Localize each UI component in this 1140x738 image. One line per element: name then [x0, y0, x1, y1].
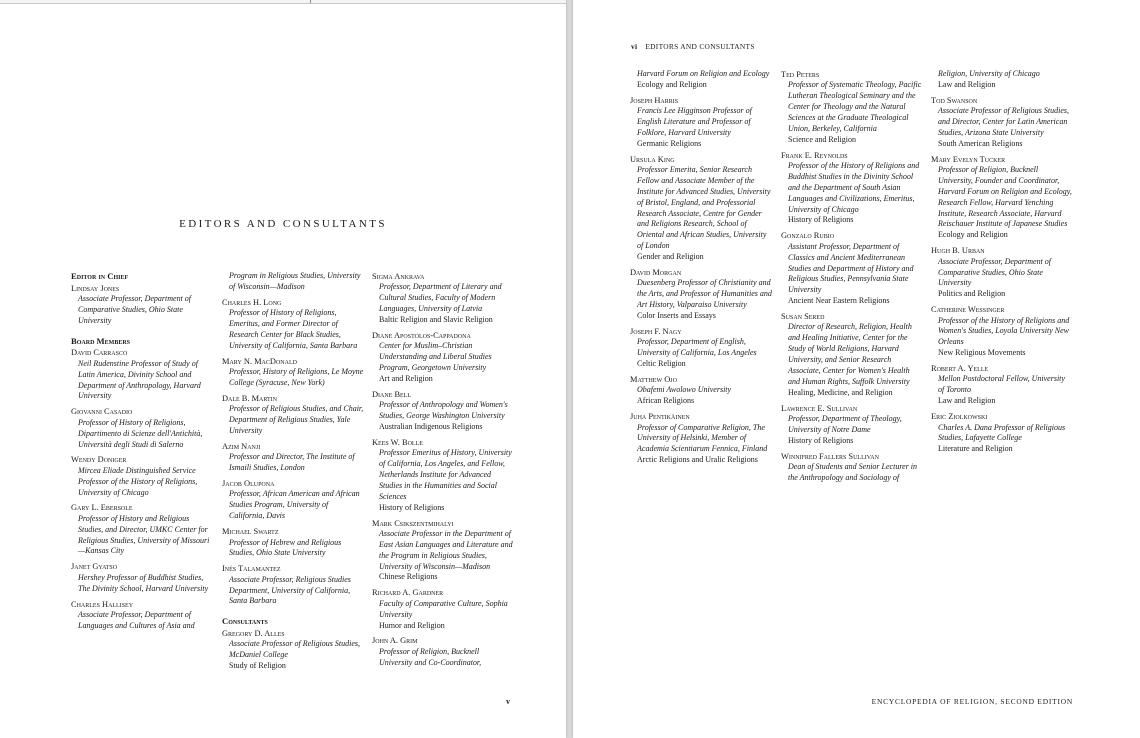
contributor-entry	[222, 297, 364, 352]
contributor-affiliation: Professor of Religion, Bucknell University and Co-Coordinator,	[379, 646, 482, 667]
contributor-entry	[71, 502, 213, 557]
contributor-name: Mary N. MacDonald	[222, 356, 297, 366]
contributor-affiliation: Associate Professor, Religious Studies Department, University of California, Santa Barbara	[229, 574, 351, 606]
contributor-entry	[71, 406, 213, 450]
contributor-affiliation: Associate Professor of Religious Studies, McDaniel College	[229, 639, 361, 660]
contributor-subject-area: Politics and Religion	[938, 289, 1006, 299]
contributor-subject-area: History of Religions	[788, 215, 854, 225]
contributor-entry	[931, 304, 1073, 359]
contributor-subject-area: Australian Indigenous Religions	[379, 422, 483, 432]
contributor-affiliation: Program in Religious Studies, University of Wisconsin—Madison	[229, 271, 361, 291]
contributor-affiliation: Professor of Comparative Religion, The University of Helsinki, Member of Academia Scientiarum Fennica, Finland	[637, 422, 768, 454]
contributor-affiliation: Professor and Director, The Institute of Ismaili Studies, London	[229, 452, 355, 473]
contributor-entry	[71, 454, 213, 498]
contributor-name: Lawrence E. Sullivan	[781, 403, 858, 413]
top-edge	[0, 0, 566, 4]
contributor-affiliation: Dean of Students and Senior Lecturer in the Anthropology and Sociology of	[788, 462, 918, 482]
contributor-entry	[931, 95, 1073, 150]
contributor-entry	[71, 283, 213, 327]
contributor-affiliation: Professor, Department of Theology, University of Notre Dame	[788, 413, 902, 434]
contributor-affiliation: Professor of the History of Religions and Women's Studies, Loyola University New Orleans	[938, 315, 1070, 347]
contributor-name: Charles H. Long	[222, 297, 282, 307]
contributor-subject-area: Color Inserts and Essays	[637, 311, 716, 321]
running-head-title: EDITORS AND CONSULTANTS	[645, 42, 755, 51]
contributor-name: Eric Ziolkowski	[931, 412, 988, 422]
contributor-entry	[222, 393, 364, 437]
contributor-subject-area: Healing, Medicine, and Religion	[788, 387, 893, 397]
contributor-name: Kees W. Bolle	[372, 437, 423, 447]
contributor-subject-area: Ancient Near Eastern Religions	[788, 296, 890, 306]
contributor-affiliation: Center for Muslim–Christian Understanding and Liberal Studies Program, Georgetown University	[379, 341, 492, 373]
left-page	[0, 0, 566, 738]
contributor-name: David Carrasco	[71, 348, 128, 358]
contributor-affiliation: Professor of Systematic Theology, Pacific Lutheran Theological Seminary and the Center for Theology and the Natural Sciences at the Graduate Theological Union, Berkeley, California	[788, 80, 922, 133]
contributor-name: Mary Evelyn Tucker	[931, 154, 1006, 164]
contributor-name: Susan Sered	[781, 312, 825, 322]
contributor-subject-area: Arctic Religions and Uralic Religions	[637, 455, 758, 465]
contributor-affiliation: Professor, African American and African Studies Program, University of California, Davis	[229, 489, 360, 521]
contributor-entry	[630, 69, 772, 91]
contributor-affiliation: Associate Professor in the Department of East Asian Languages and Literature and the Program in Religious Studies, University of Wisconsin—Madison	[379, 528, 513, 571]
contributor-name: David Morgan	[630, 267, 682, 277]
contributor-affiliation: Professor of History of Religions, Dipartimento di Scienze dell'Antichità, Università degli Studi di Salerno	[78, 417, 203, 449]
footer-title: ENCYCLOPEDIA OF RELIGION, SECOND EDITION	[871, 697, 1073, 706]
contributor-affiliation: Associate Professor, Department of Languages and Cultures of Asia and	[78, 609, 195, 630]
contributor-affiliation: Associate Professor, Department of Comparative Studies, Ohio State University	[78, 294, 192, 325]
contributor-affiliation: Professor of Religious Studies, and Chair, Department of Religious Studies, Yale University	[229, 404, 364, 436]
contributor-entry	[372, 271, 514, 326]
contributor-name: Catherine Wessinger	[931, 305, 1005, 315]
page-title: EDITORS AND CONSULTANTS	[179, 218, 387, 230]
contributor-entry	[372, 518, 514, 584]
contributor-entry	[781, 403, 923, 447]
contributor-affiliation: Francis Lee Higginson Professor of English Literature and Professor of Folklore, Harvard University	[637, 106, 752, 137]
contributor-name: Jacob Olupona	[222, 479, 275, 489]
left-column-3	[372, 271, 514, 673]
contributor-subject-area: History of Religions	[379, 502, 445, 512]
contributor-entry	[222, 563, 364, 607]
contributor-name: Matthew Ojo	[630, 374, 677, 384]
contributor-subject-area: African Religions	[637, 396, 695, 406]
contributor-entry	[630, 154, 772, 263]
contributor-name: Joseph Harris	[630, 95, 679, 105]
contributor-name: Gregory D. Alles	[222, 629, 285, 639]
contributor-name: Mark Csikszentmihalyi	[372, 518, 454, 528]
contributor-entry	[372, 389, 514, 433]
contributor-name: Michael Swartz	[222, 527, 279, 537]
contributor-subject-area: Science and Religion	[788, 134, 856, 144]
contributor-affiliation: Charles A. Dana Professor of Religious Studies, Lafayette College	[938, 422, 1066, 443]
contributor-name: Gonzalo Rubio	[781, 231, 835, 241]
contributor-entry	[630, 267, 772, 322]
contributor-affiliation: Obafemi Awolowo University	[637, 385, 732, 395]
right-page	[573, 0, 1140, 738]
contributor-entry	[71, 347, 213, 402]
contributor-affiliation: Duesenberg Professor of Christianity and the Arts, and Professor of Humanities and Art History, Valparaiso University	[637, 278, 772, 310]
contributor-name: Hugh B. Urban	[931, 246, 985, 256]
right-column-1	[630, 69, 772, 470]
contributor-entry	[630, 411, 772, 466]
contributor-affiliation: Mircea Eliade Distinguished Service Professor of the History of Religions, University of Chicago	[78, 465, 198, 497]
contributor-subject-area: Celtic Religion	[637, 359, 686, 369]
contributor-affiliation: Mellon Postdoctoral Fellow, University of Toronto	[938, 374, 1065, 395]
contributor-entry	[222, 478, 364, 522]
contributor-entry	[222, 441, 364, 474]
contributor-entry	[222, 526, 364, 559]
contributor-name: Diane Bell	[372, 389, 412, 399]
contributor-affiliation: Professor of Religion, Bucknell University, Founder and Coordinator, Harvard Forum on Religion and Ecology, Research Fellow, Harvard Yenching Institute, Research Associate, Harvard Reischauer Institute of Japanese Studies	[938, 165, 1072, 229]
contributor-affiliation: Professor, Department of Literary and Cultural Studies, Faculty of Modern Languages, University of Latvia	[379, 282, 502, 314]
contributor-affiliation: Professor of History of Religions, Emeritus, and Former Director of Research Center for Black Studies, University of California, Santa Barbara	[229, 308, 358, 350]
contributor-entry	[931, 411, 1073, 455]
contributor-name: Ursula King	[630, 154, 675, 164]
contributor-name: Sigma Ankrava	[372, 272, 425, 281]
contributor-name: John A. Grim	[372, 636, 418, 646]
contributor-subject-area: History of Religions	[788, 435, 854, 445]
contributor-entry	[781, 69, 923, 146]
contributor-subject-area: Chinese Religions	[379, 572, 438, 582]
contributor-entry	[630, 326, 772, 370]
contributor-subject-area: Ecology and Religion	[938, 230, 1008, 240]
contributor-entry	[372, 635, 514, 668]
contributor-name: Robert A. Yelle	[931, 364, 989, 374]
contributor-affiliation: Professor Emerita, Senior Research Fellow and Associate Member of the Institute for Advanced Studies, University of Bristol, England, and Professorial Research Associate, Centre for Gender and Religions Research, School of Oriental and African Studies, University of London	[637, 165, 771, 251]
contributor-affiliation: Professor of Hebrew and Religious Studies, Ohio State University	[229, 537, 342, 558]
contributor-entry	[222, 628, 364, 672]
left-column-2	[222, 271, 364, 676]
contributor-affiliation: Professor, History of Religions, Le Moyne College (Syracuse, New York)	[229, 367, 364, 387]
contributor-name: Azim Nanji	[222, 441, 261, 451]
contributor-entry	[630, 374, 772, 407]
contributor-entry	[71, 599, 213, 632]
contributor-name: Charles Hallisey	[71, 599, 134, 609]
contributor-name: Inés Talamantez	[222, 564, 281, 574]
contributor-name: Ted Peters	[781, 70, 820, 79]
contributor-subject-area: Law and Religion	[938, 79, 996, 89]
contributor-name: Wendy Doniger	[71, 455, 127, 465]
contributor-name: Winnifred Fallers Sullivan	[781, 451, 879, 461]
contributor-entry	[222, 356, 364, 389]
contributor-subject-area: Art and Religion	[379, 373, 433, 383]
contributor-name: Lindsay Jones	[71, 283, 120, 293]
contributor-entry	[222, 271, 364, 293]
contributor-name: Janet Gyatso	[71, 562, 118, 572]
contributor-name: Giovanni Casadio	[71, 407, 133, 417]
contributor-subject-area: Ecology and Religion	[637, 79, 707, 89]
contributor-name: Tod Swanson	[931, 95, 978, 105]
contributor-name: Frank E. Reynolds	[781, 150, 848, 160]
contributor-entry	[630, 95, 772, 150]
contributor-name: Dale B. Martin	[222, 393, 277, 403]
contributor-subject-area: Law and Religion	[938, 396, 996, 406]
contributor-entry	[781, 150, 923, 227]
contributor-entry	[372, 437, 514, 514]
contributor-name: Richard A. Gardner	[372, 588, 444, 598]
section-heading: Board Members	[71, 335, 130, 346]
contributor-entry	[931, 363, 1073, 407]
contributor-entry	[931, 245, 1073, 300]
contributor-name: Juha Pentikäinen	[630, 412, 690, 422]
running-head-page-number: vi	[631, 42, 638, 51]
contributor-affiliation: Professor Emeritus of History, University of California, Los Angeles, and Fellow, Netherlands Institute for Advanced Studies in the Humanities and Social Sciences	[379, 448, 512, 501]
contributor-subject-area: Study of Religion	[229, 661, 286, 671]
contributor-affiliation: Neil Rudenstine Professor of Study of Latin America, Divinity School and Department of Anthropology, Harvard University	[78, 358, 201, 401]
contributor-affiliation: Director of Research, Religion, Health and Healing Initiative, Center for the Study of World Religions, Harvard University, and Senior Research Associate, Center for Women's Health and Human Rights, Suffolk University	[788, 322, 912, 386]
running-head	[631, 42, 755, 51]
contributor-entry	[372, 330, 514, 385]
contributor-name: Gary L. Ebersole	[71, 503, 133, 513]
contributor-subject-area: Literature and Religion	[938, 444, 1013, 454]
contributor-subject-area: South American Religions	[938, 138, 1023, 148]
contributor-entry	[931, 69, 1073, 91]
right-column-3	[931, 69, 1073, 459]
contributor-entry	[71, 561, 213, 594]
contributor-entry	[781, 311, 923, 399]
page-number: v	[506, 697, 510, 706]
contributor-affiliation: Professor, Department of English, University of California, Los Angeles	[637, 337, 757, 358]
contributor-affiliation: Professor of the History of Religions and Buddhist Studies in the Divinity School and the Department of South Asian Languages and Civilizations, Emeritus, University of Chicago	[788, 161, 920, 214]
contributor-affiliation: Assistant Professor, Department of Classics and Ancient Mediterranean Studies and Department of History and Religious Studies, Pennsylvania State University	[788, 241, 914, 295]
contributor-affiliation: Associate Professor, Department of Comparative Studies, Ohio State University	[938, 256, 1052, 288]
section-heading: Editor in Chief	[71, 271, 129, 281]
contributor-affiliation: Associate Professor of Religious Studies, and Director, Center for Latin American Studies, Arizona State University	[938, 106, 1070, 137]
contributor-entry	[931, 154, 1073, 242]
contributor-name: Diane Apostolos-Cappadona	[372, 330, 471, 340]
contributor-subject-area: Baltic Religion and Slavic Religion	[379, 315, 493, 325]
contributor-entry	[781, 451, 923, 484]
right-column-2	[781, 69, 923, 488]
contributor-name: Joseph F. Nagy	[630, 326, 682, 336]
contributor-entry	[781, 230, 923, 307]
contributor-affiliation: Professor of Anthropology and Women's Studies, George Washington University	[379, 400, 508, 421]
contributor-subject-area: Germanic Religions	[637, 138, 702, 148]
contributor-affiliation: Hershey Professor of Buddhist Studies, The Divinity School, Harvard University	[78, 572, 209, 593]
left-column-1	[71, 271, 213, 636]
contributor-affiliation: Religion, University of Chicago	[938, 69, 1040, 78]
contributor-subject-area: Gender and Religion	[637, 252, 704, 262]
contributor-entry	[372, 587, 514, 631]
contributor-subject-area: Humor and Religion	[379, 620, 445, 630]
contributor-affiliation: Harvard Forum on Religion and Ecology	[637, 69, 770, 78]
contributor-subject-area: New Religious Movements	[938, 348, 1026, 358]
contributor-affiliation: Professor of History and Religious Studies, and Director, UMKC Center for Religious Studies, University of Missouri—Kansas City	[78, 513, 210, 556]
section-heading: Consultants	[222, 616, 268, 627]
contributor-affiliation: Faculty of Comparative Culture, Sophia University	[379, 598, 508, 619]
